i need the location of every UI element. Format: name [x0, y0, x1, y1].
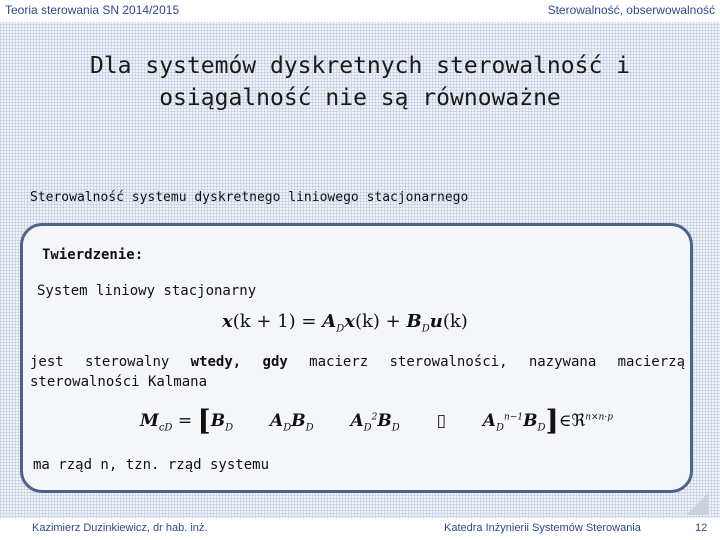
eq2-A1-sub: D — [283, 422, 292, 434]
theorem-line1: System liniowy stacjonarny — [37, 283, 257, 299]
kalman-matrix-equation — [140, 404, 613, 437]
eq2-dimension: n×n·p — [585, 412, 613, 423]
theorem-gdy: gdy — [262, 354, 288, 370]
eq1-equals: = — [301, 311, 317, 332]
slide-subtitle: Sterowalność systemu dyskretnego liniowego stacjonarnego — [30, 190, 469, 205]
theorem-line2 — [30, 352, 685, 392]
eq2-B3: B — [377, 411, 392, 431]
eq1-A-sub: D — [336, 323, 345, 335]
eq1-x: x — [222, 311, 233, 332]
eq2-reals: ℜ — [571, 411, 586, 431]
eq2-A1: A — [269, 411, 284, 431]
eq2-An: A — [482, 411, 496, 431]
state-equation — [222, 311, 468, 335]
eq2-M-sub: cD — [158, 422, 173, 434]
eq2-B4-sub: D — [537, 422, 546, 434]
eq1-arg2: (k) — [354, 311, 380, 332]
footer-department: Katedra Inżynierii Systemów Sterowania — [444, 522, 641, 534]
eq2-An-sub: D — [496, 422, 505, 434]
page-fold-corner — [686, 493, 708, 515]
eq2-A2-sub: D — [363, 422, 372, 434]
theorem-heading: Twierdzenie: — [42, 247, 144, 263]
eq1-arg1: (k + 1) — [232, 311, 296, 332]
eq1-A: A — [322, 311, 337, 332]
course-title: Teoria sterowania SN 2014/2015 — [5, 3, 180, 17]
footer-author: Kazimierz Duzinkiewicz, dr hab. inż. — [32, 522, 208, 534]
eq2-right-bracket: ] — [545, 404, 559, 437]
eq2-in: ∈ — [558, 411, 572, 431]
eq1-arg3: (k) — [442, 311, 468, 332]
eq2-A2-power: 2 — [371, 412, 378, 423]
theorem-wtedy: wtedy, — [190, 354, 242, 370]
eq2-B2-sub: D — [305, 422, 314, 434]
eq1-B: B — [406, 311, 422, 332]
eq2-B2: B — [291, 411, 306, 431]
eq1-plus: + — [385, 311, 401, 332]
slide-title — [60, 50, 660, 114]
eq2-missing-glyph: ▯ — [436, 411, 446, 431]
eq2-B1: B — [210, 411, 226, 431]
section-title: Sterowalność, obserwowalność — [547, 3, 715, 17]
slide-title-line1: Dla systemów dyskretnych sterowalność i — [89, 53, 631, 79]
eq2-B3-sub: D — [391, 422, 400, 434]
eq2-left-bracket: [ — [197, 404, 211, 437]
eq1-u: u — [429, 311, 443, 332]
theorem-line2-end: macierz sterowalności, nazywana macierzą sterowalności Kalmana — [30, 354, 685, 390]
theorem-line3: ma rząd n, tzn. rząd systemu — [33, 457, 270, 473]
eq2-B4: B — [523, 411, 538, 431]
eq2-A2: A — [350, 411, 364, 431]
eq2-equals: = — [177, 411, 193, 431]
eq2-B1-sub: D — [225, 422, 234, 434]
theorem-line2-start: jest sterowalny — [30, 354, 191, 370]
page-number: 12 — [695, 522, 708, 534]
eq2-An-power: n−1 — [504, 412, 524, 423]
eq2-M: M — [140, 411, 159, 431]
eq1-x2: x — [344, 311, 355, 332]
eq1-B-sub: D — [421, 323, 430, 335]
slide-title-line2: osiągalność nie są równoważne — [159, 85, 561, 111]
